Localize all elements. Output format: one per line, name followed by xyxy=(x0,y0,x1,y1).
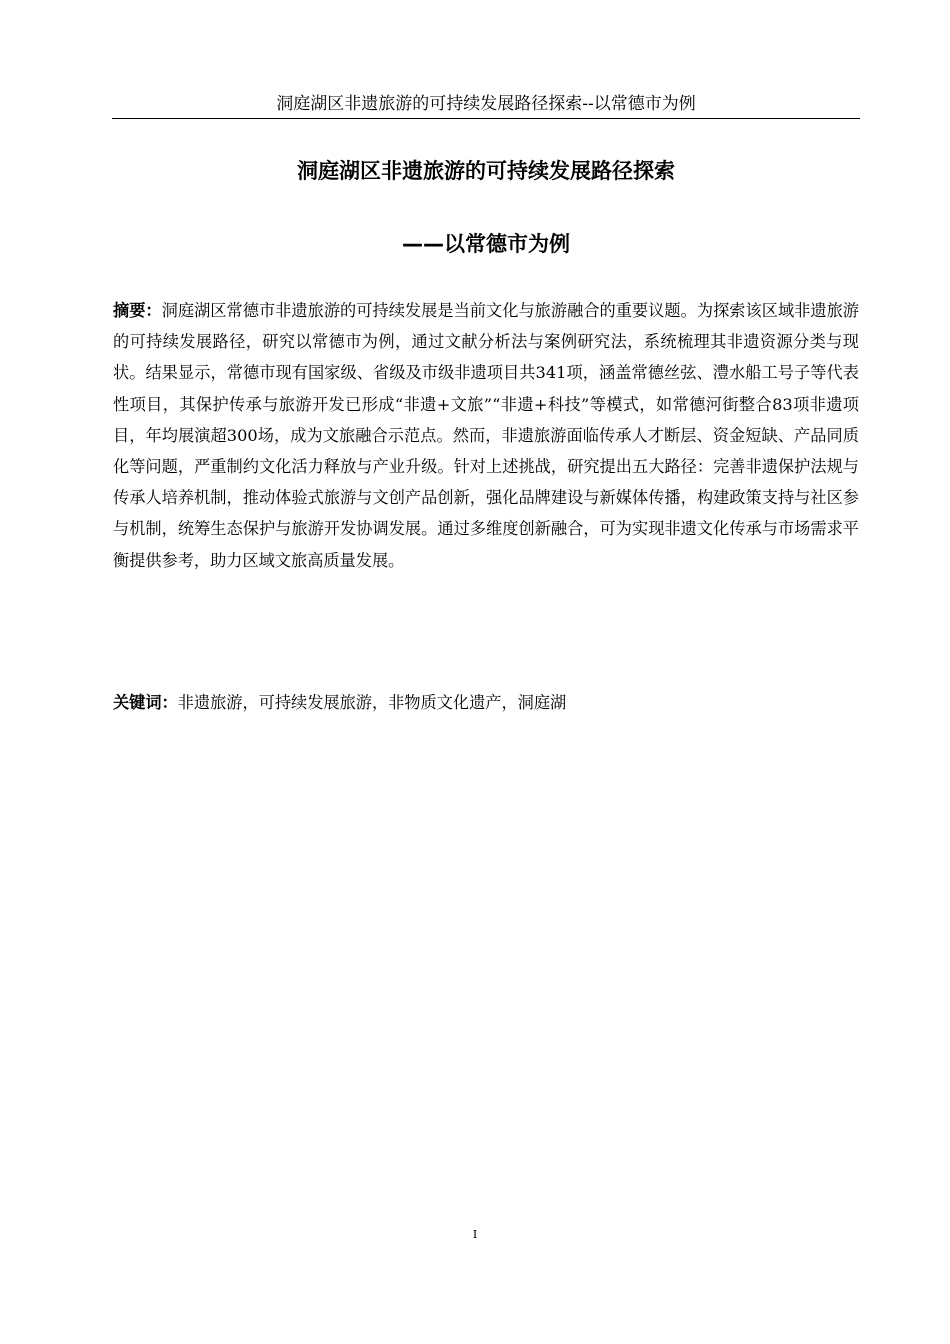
abstract-label: 摘要： xyxy=(113,301,162,320)
page-number: I xyxy=(472,1228,478,1241)
abstract-paragraph xyxy=(113,295,859,576)
document-title: 洞庭湖区非遗旅游的可持续发展路径探索 xyxy=(297,159,675,183)
abstract-text: 洞庭湖区常德市非遗旅游的可持续发展是当前文化与旅游融合的重要议题。为探索该区域非遗旅游的可持续发展路径，研究以常德市为例，通过文献分析法与案例研究法，系统梳理其非遗资源分类与现状。结果显示，常德市现有国家级、省级及市级非遗项目共341项，涵盖常德丝弦、澧水船工号子等代表性项目，其保护传承与旅游开发已形成“非遗+文旅”“非遗+科技”等模式，如常德河街整合83项非遗项目，年均展演超300场，成为文旅融合示范点。然而，非遗旅游面临传承人才断层、资金短缺、产品同质化等问题，严重制约文化活力释放与产业升级。针对上述挑战，研究提出五大路径：完善非遗保护法规与传承人培养机制，推动体验式旅游与文创产品创新，强化品牌建设与新媒体传播，构建政策支持与社区参与机制，统筹生态保护与旅游开发协调发展。通过多维度创新融合，可为实现非遗文化传承与市场需求平衡提供参考，助力区域文旅高质量发展。 xyxy=(113,301,859,570)
document-subtitle: ——以常德市为例 xyxy=(402,232,570,256)
header-divider xyxy=(112,118,860,119)
running-header: 洞庭湖区非遗旅游的可持续发展路径探索--以常德市为例 xyxy=(276,94,696,114)
keywords-label: 关键词： xyxy=(113,693,178,712)
keywords-line xyxy=(113,687,859,718)
keywords-text: 非遗旅游，可持续发展旅游，非物质文化遗产，洞庭湖 xyxy=(177,693,567,712)
